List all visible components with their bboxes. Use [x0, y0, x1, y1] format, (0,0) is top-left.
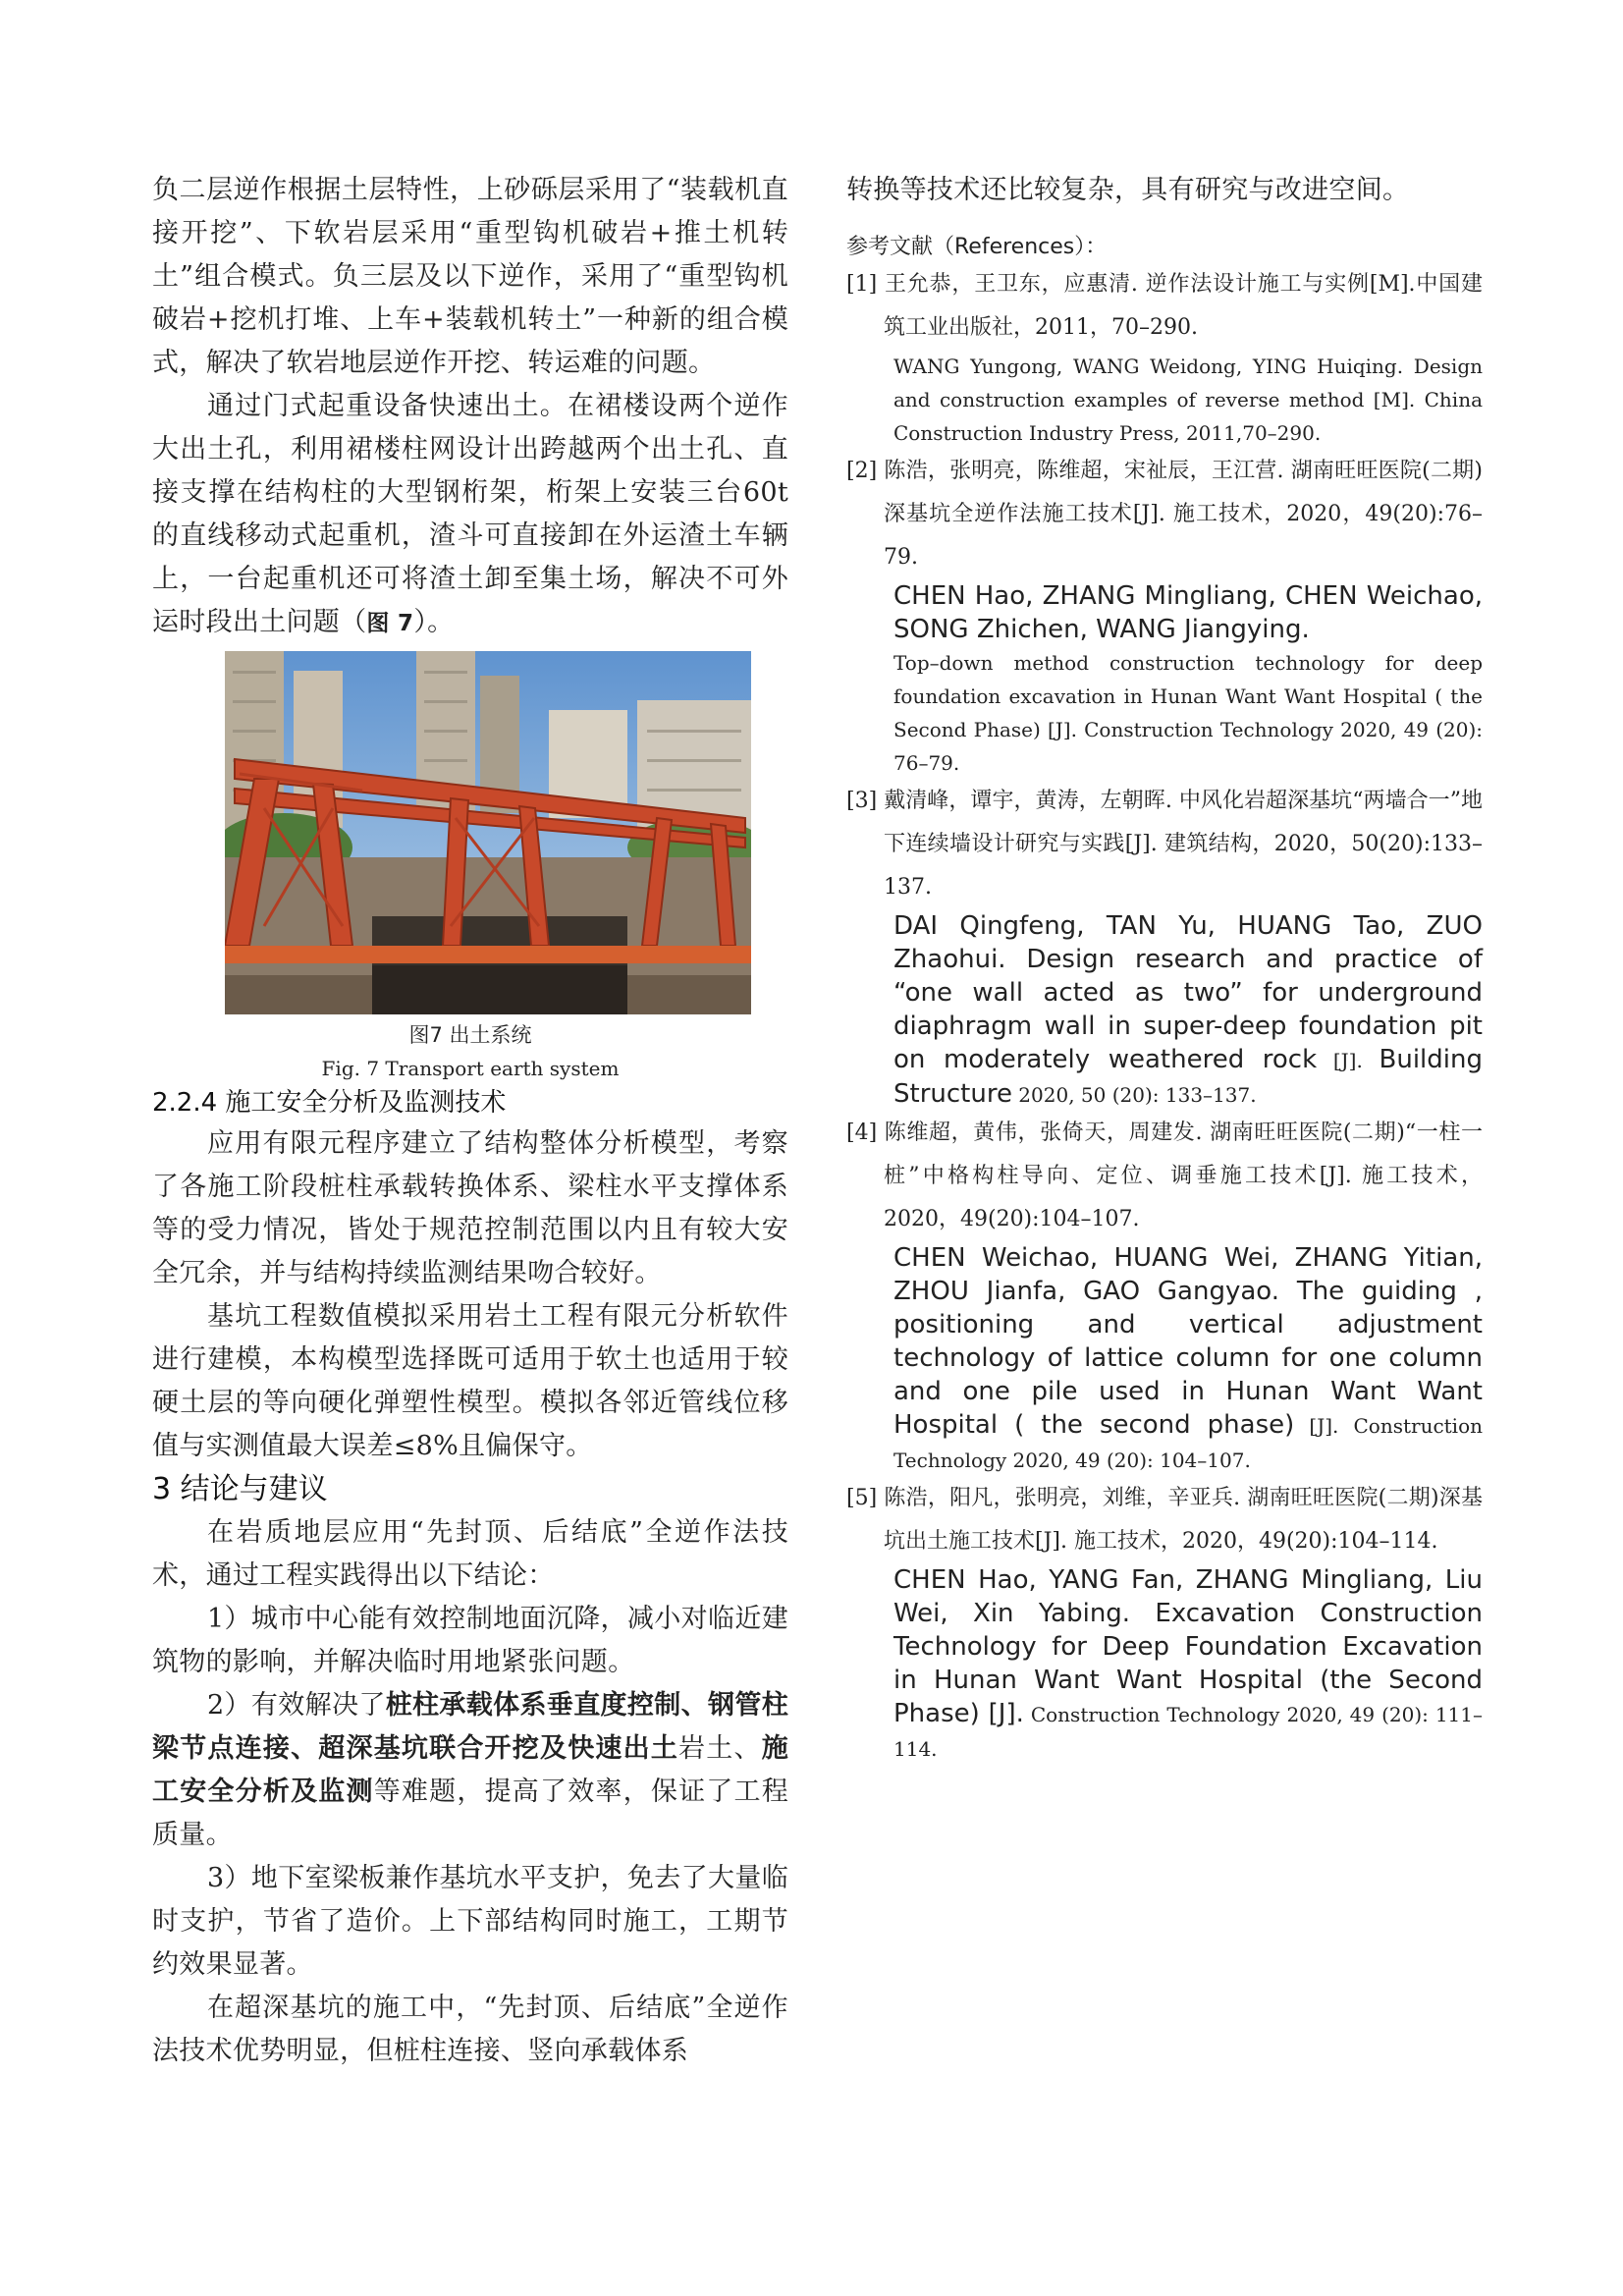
reference-en: WANG Yungong, WANG Weidong, YING Huiqing. Design and construction examples of reverse method [M]. China Construction Industry Press, 2011,70–290.: [893, 355, 1483, 445]
reference-4: [846, 1112, 1483, 1477]
reference-en: [846, 1563, 1483, 1766]
bold-text: 桩柱承载体系垂直度控制、钢管柱梁节点连接、超深基坑联合开挖及快速出土: [152, 1690, 788, 1764]
reference-5: [846, 1477, 1483, 1766]
references-heading: 参考文献（References）：: [846, 235, 1108, 259]
left-column: [152, 0, 788, 2073]
conclusion-item-1: 1）城市中心能有效控制地面沉降，减小对临近建筑物的影响，并解决临时用地紧张问题。: [152, 1604, 788, 1677]
reference-en-authors: CHEN Hao, ZHANG Mingliang, CHEN Weichao, SONG Zhichen, WANG Jiangying.: [893, 581, 1483, 644]
reference-1: [846, 263, 1483, 450]
paragraph-text: 等难题，提高了效率，保证了工程质量。: [152, 1777, 789, 1850]
section-heading-3: 3 结论与建议: [152, 1472, 328, 1506]
reference-text: Construction Technology 2020, 49 (20): 111–114.: [893, 1703, 1483, 1761]
reference-cn: [2] 陈浩，张明亮，陈维超，宋祉辰，王江营. 湖南旺旺医院(二期)深基坑全逆作法施工技术[J]. 施工技术，2020，49(20):76–79.: [846, 459, 1483, 570]
reference-2: [846, 450, 1483, 780]
figure-7: [152, 651, 788, 1083]
figure-caption-en: Fig. 7 Transport earth system: [321, 1057, 620, 1080]
figure-caption-cn: 图7 出土系统: [408, 1023, 532, 1047]
paragraph-closing: 在超深基坑的施工中，“先封顶、后结底”全逆作法技术优势明显，但桩柱连接、竖向承载体系: [152, 1993, 788, 2066]
conclusion-item-2: [152, 1684, 788, 1857]
paragraph-numerical-simulation: 基坑工程数值模拟采用岩土工程有限元分析软件进行建模，本构模型选择既可适用于软土也适用于较硬土层的等向硬化弹塑性模型。模拟各邻近管线位移值与实测值最大误差≤8%且偏保守。: [152, 1301, 788, 1461]
section-heading-2-2-4: 2.2.4 施工安全分析及监测技术: [152, 1088, 507, 1118]
reference-text: DAI Qingfeng, TAN Yu, HUANG Tao, ZUO Zhaohui. Design research and practice of “one wall acted as two” for underground diaphragm wall in super-deep foundation pit on moderately weathered rock: [893, 911, 1483, 1074]
transport-earth-photo: [225, 651, 751, 1014]
right-column: [846, 0, 1483, 1766]
reference-cn: [1] 王允恭，王卫东，应惠清. 逆作法设计施工与实例[M].中国建筑工业出版社，2011，70–290.: [846, 272, 1483, 340]
reference-text: CHEN Hao, YANG Fan, ZHANG Mingliang, Liu Wei, Xin Yabing. Excavation Construction Technology for Deep Foundation Excavation in Hunan Want Want Hospital (the Second Phase) [J].: [893, 1565, 1483, 1728]
paragraph-conclusion-intro: 在岩质地层应用“先封顶、后结底”全逆作法技术，通过工程实践得出以下结论：: [152, 1517, 788, 1591]
paragraph-gantry-crane: [152, 385, 788, 645]
figure-reference[interactable]: 图 7: [366, 611, 414, 636]
conclusion-item-3: 3）地下室梁板兼作基坑水平支护，免去了大量临时支护，节省了造价。上下部结构同时施工，工期节约效果显著。: [152, 1863, 788, 1980]
reference-en: [846, 1241, 1483, 1477]
reference-3: [846, 780, 1483, 1112]
paragraph-text: 2）有效解决了: [207, 1690, 386, 1721]
construction-site-image: [225, 651, 751, 1014]
paragraph-text: 通过门式起重设备快速出土。在裙楼设两个逆作大出土孔，利用裙楼柱网设计出跨越两个出土孔、直接支撑在结构柱的大型钢桁架，桁架上安装三台60t 的直线移动式起重机，渣斗可直接卸在外运渣土车辆上，一台起重机还可将渣土卸至集土场，解决不可外运时段出土问题（: [152, 391, 788, 637]
paragraph-text: ）。: [413, 607, 455, 637]
reference-text: Building Structure: [893, 1045, 1483, 1109]
reference-cn: [3] 戴清峰，谭宇，黄涛，左朝晖. 中风化岩超深基坑“两墙合一”地下连续墙设计研究与实践[J]. 建筑结构，2020，50(20):133–137.: [846, 789, 1483, 900]
paragraph-continuation: 转换等技术还比较复杂，具有研究与改进空间。: [846, 175, 1410, 205]
paragraph-excavation-mode: 负二层逆作根据土层特性，上砂砾层采用了“装载机直接开挖”、下软岩层采用“重型钩机破岩+推土机转土”组合模式。负三层及以下逆作，采用了“重型钩机破岩+挖机打堆、上车+装载机转土”一种新的组合模式，解决了软岩地层逆作开挖、转运难的问题。: [152, 175, 788, 378]
bold-text: 施工安全分析及监测: [152, 1733, 788, 1807]
reference-text: [J]. Construction Technology 2020, 49 (20): 104–107.: [893, 1414, 1483, 1472]
paragraph-text: 岩土、: [678, 1733, 762, 1764]
reference-cn: [4] 陈维超，黄伟，张倚天，周建发. 湖南旺旺医院(二期)“一柱一桩”中格构柱导向、定位、调垂施工技术[J]. 施工技术，2020，49(20):104–107.: [846, 1121, 1483, 1231]
reference-cn: [5] 陈浩，阳凡，张明亮，刘维，辛亚兵. 湖南旺旺医院(二期)深基坑出土施工技术[J]. 施工技术，2020，49(20):104–114.: [846, 1486, 1483, 1554]
reference-text: CHEN Weichao, HUANG Wei, ZHANG Yitian, ZHOU Jianfa, GAO Gangyao. The guiding , positioning and vertical adjustment technology of lattice column for one column and one pile used in Hunan Want Want Hospital ( the second phase): [893, 1243, 1483, 1440]
reference-en: [846, 909, 1483, 1112]
reference-en: Top–down method construction technology for deep foundation excavation in Hunan Want Want Hospital ( the Second Phase) [J]. Construction Technology 2020, 49 (20): 76–79.: [893, 651, 1483, 775]
reference-text: 2020, 50 (20): 133–137.: [1011, 1083, 1257, 1107]
reference-text: [J].: [1317, 1049, 1380, 1072]
paragraph-fem-analysis: 应用有限元程序建立了结构整体分析模型，考察了各施工阶段桩柱承载转换体系、梁柱水平支撑体系等的受力情况，皆处于规范控制范围以内且有较大安全冗余，并与结构持续监测结果吻合较好。: [152, 1128, 788, 1288]
